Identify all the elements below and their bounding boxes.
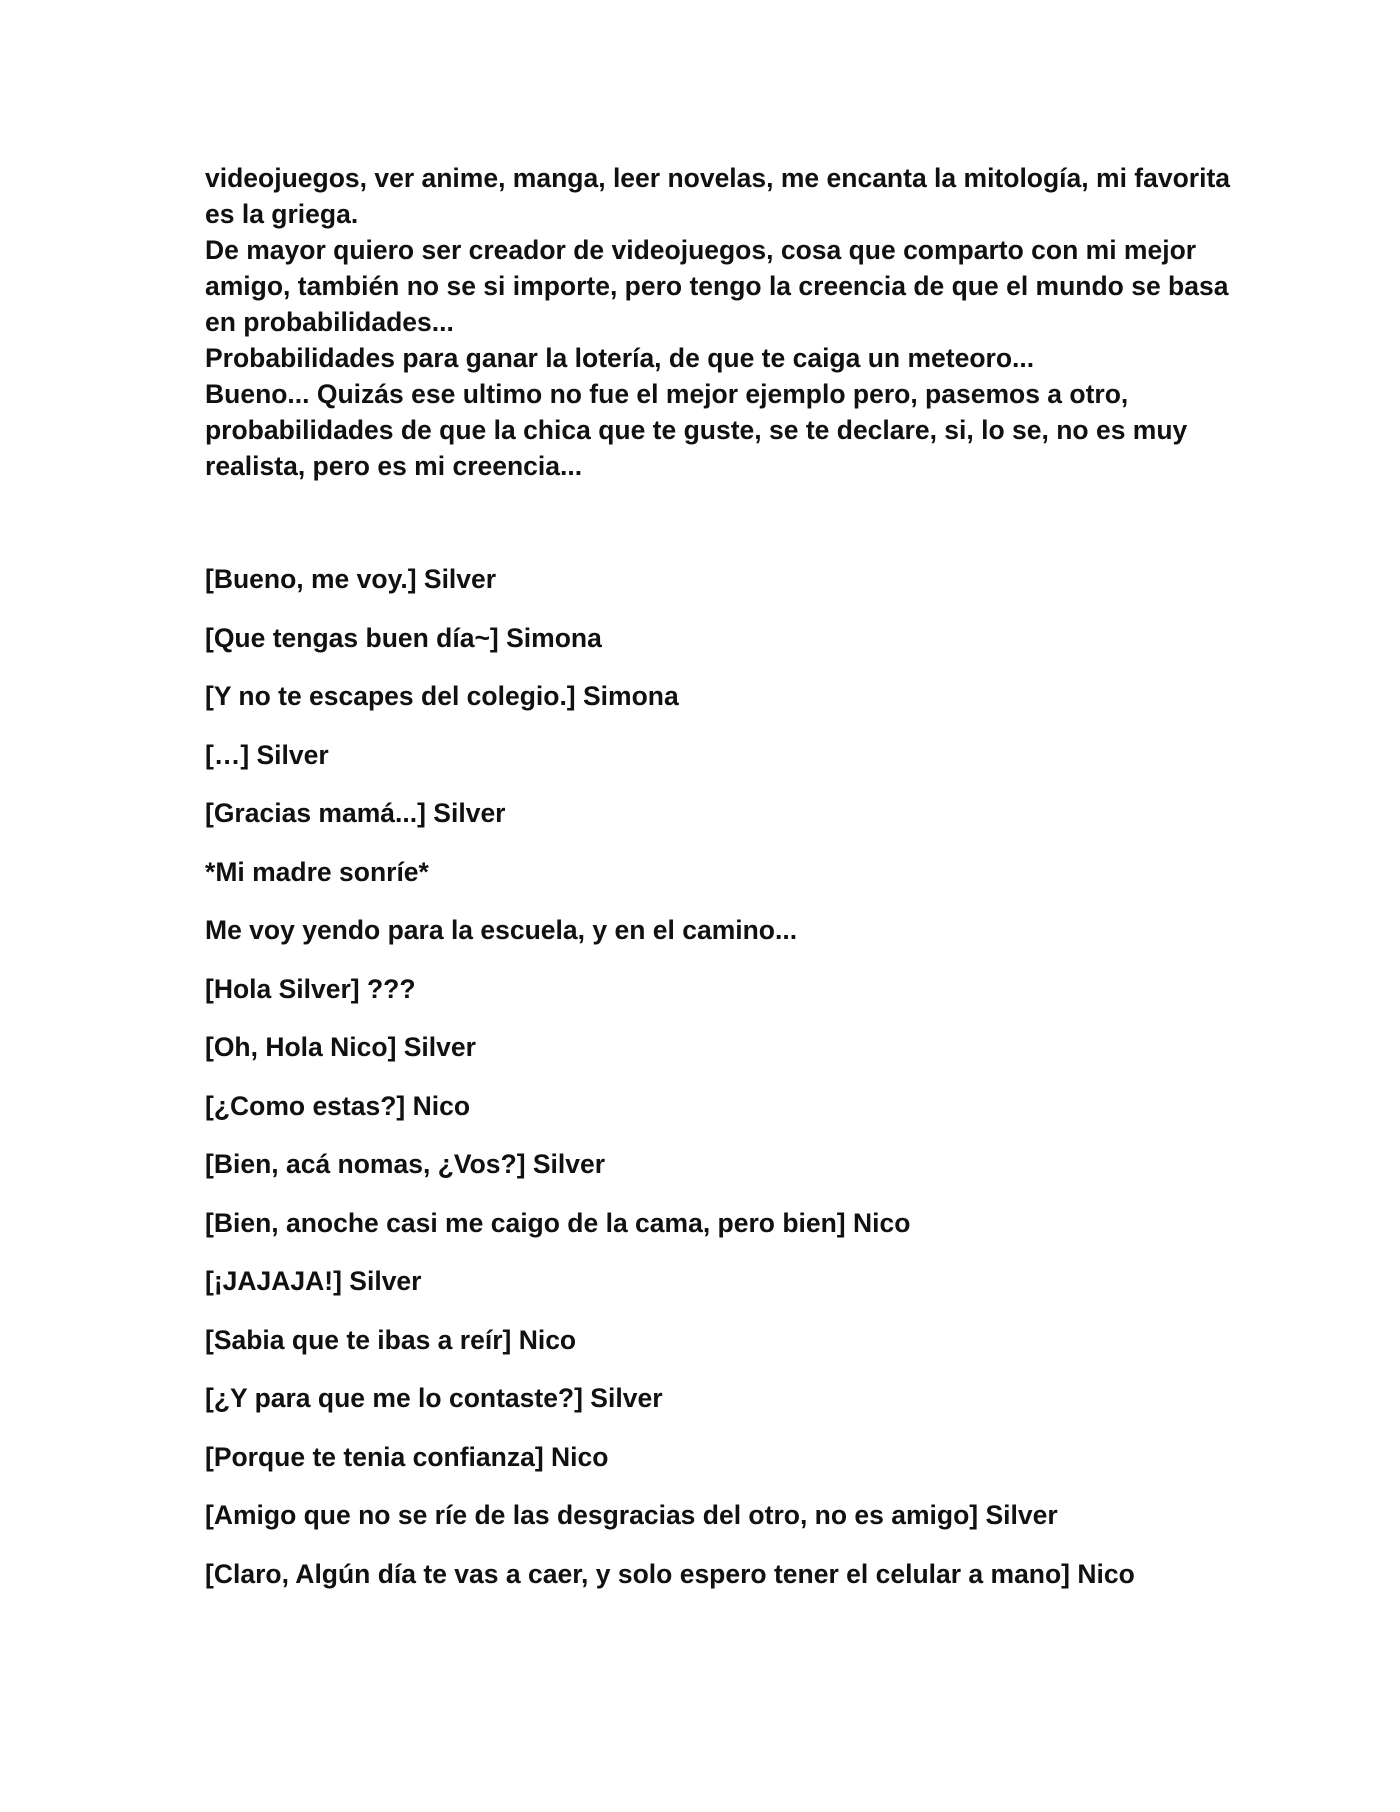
dialogue-line: [Porque te tenia confianza] Nico xyxy=(205,1441,609,1472)
dialogue-line: [¿Y para que me lo contaste?] Silver xyxy=(205,1383,663,1413)
dialogue-line: […] Silver xyxy=(205,739,329,770)
dialogue-line: [Gracias mamá...] Silver xyxy=(205,798,506,828)
dialogue-line: [Oh, Hola Nico] Silver xyxy=(205,1032,476,1062)
intro-paragraph: videojuegos, ver anime, manga, leer novelas, me encanta la mitología, mi favorita es la griega. xyxy=(205,163,1231,229)
dialogue-line: [Hola Silver] ??? xyxy=(205,973,416,1004)
dialogue-line: [Claro, Algún día te vas a caer, y solo espero tener el celular a mano] Nico xyxy=(205,1558,1135,1589)
intro-paragraph: Probabilidades para ganar la lotería, de que te caiga un meteoro... xyxy=(205,343,1035,373)
intro-text xyxy=(205,160,1265,484)
dialogue-line: [Y no te escapes del colegio.] Simona xyxy=(205,681,679,711)
dialogue-line: [¿Como estas?] Nico xyxy=(205,1090,471,1121)
dialogue-line: Me voy yendo para la escuela, y en el camino... xyxy=(205,915,798,945)
dialogue-line: [Amigo que no se ríe de las desgracias del otro, no es amigo] Silver xyxy=(205,1500,1058,1530)
dialogue-line: *Mi madre sonríe* xyxy=(205,856,429,887)
dialogue-line: [¡JAJAJA!] Silver xyxy=(205,1266,422,1296)
dialogue-line: [Sabia que te ibas a reír] Nico xyxy=(205,1324,577,1355)
dialogue-line: [Bien, acá nomas, ¿Vos?] Silver xyxy=(205,1149,606,1179)
dialogue-section xyxy=(205,564,1265,1589)
intro-paragraph: Bueno... Quizás ese ultimo no fue el mejor ejemplo pero, pasemos a otro, probabilidades de que la chica que te guste, se te declare, si, lo se, no es muy realista, pero es mi creencia... xyxy=(205,379,1188,481)
intro-paragraph: De mayor quiero ser creador de videojuegos, cosa que comparto con mi mejor amigo, también no se si importe, pero tengo la creencia de que el mundo se basa en probabilidades... xyxy=(205,235,1229,337)
dialogue-line: [Bueno, me voy.] Silver xyxy=(205,564,497,594)
dialogue-line: [Bien, anoche casi me caigo de la cama, pero bien] Nico xyxy=(205,1207,911,1238)
dialogue-line: [Que tengas buen día~] Simona xyxy=(205,622,602,653)
document-page xyxy=(205,160,1265,1617)
